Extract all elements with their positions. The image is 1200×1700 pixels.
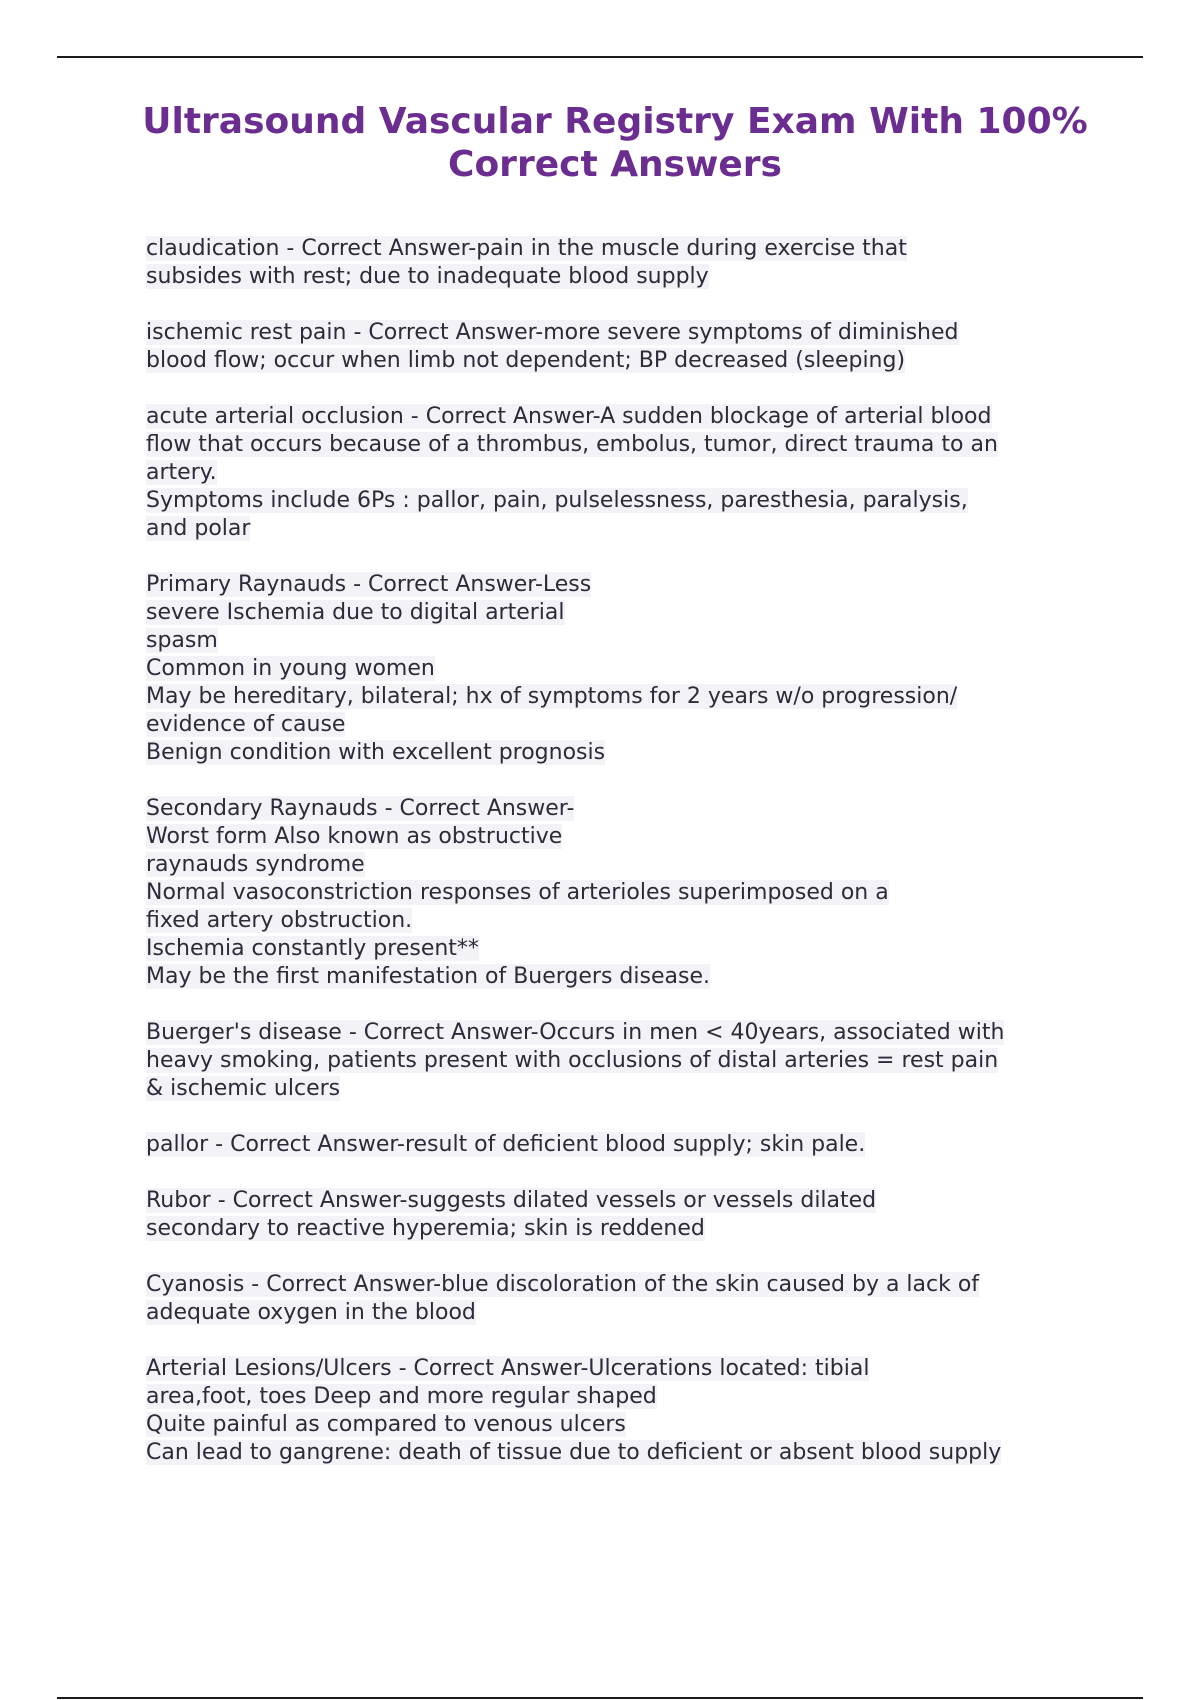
entry-line: Arterial Lesions/Ulcers - Correct Answer-Ulcerations located: tibial bbox=[146, 1356, 870, 1381]
document-title bbox=[120, 100, 1110, 186]
flashcard-entry-secondary-raynauds bbox=[146, 795, 1106, 991]
entry-line: subsides with rest; due to inadequate blood supply bbox=[146, 264, 709, 289]
entry-line: heavy smoking, patients present with occlusions of distal arteries = rest pain bbox=[146, 1048, 999, 1073]
entry-line: May be hereditary, bilateral; hx of symptoms for 2 years w/o progression/ bbox=[146, 684, 958, 709]
entry-line: raynauds syndrome bbox=[146, 852, 365, 877]
title-line: Ultrasound Vascular Registry Exam With 100% bbox=[142, 101, 1088, 142]
entry-line: fixed artery obstruction. bbox=[146, 908, 413, 933]
entry-line: Quite painful as compared to venous ulcers bbox=[146, 1412, 626, 1437]
entry-line: adequate oxygen in the blood bbox=[146, 1300, 476, 1325]
entry-line: Secondary Raynauds - Correct Answer- bbox=[146, 796, 575, 821]
entry-line: May be the first manifestation of Buergers disease. bbox=[146, 964, 710, 989]
flashcard-entry-cyanosis bbox=[146, 1271, 1106, 1327]
flashcard-entry-primary-raynauds bbox=[146, 571, 1106, 767]
title-line: Correct Answers bbox=[448, 144, 782, 185]
flashcard-entry-arterial-lesions-ulcers bbox=[146, 1355, 1106, 1467]
entry-line: Can lead to gangrene: death of tissue due to deficient or absent blood supply bbox=[146, 1440, 1002, 1465]
entry-line: secondary to reactive hyperemia; skin is reddened bbox=[146, 1216, 705, 1241]
entry-line: Worst form Also known as obstructive bbox=[146, 824, 563, 849]
flashcard-entry-rubor bbox=[146, 1187, 1106, 1243]
entry-line: spasm bbox=[146, 628, 218, 653]
flashcard-entry-pallor bbox=[146, 1131, 1106, 1159]
flashcard-entry-acute-arterial-occlusion bbox=[146, 403, 1106, 543]
entry-line: and polar bbox=[146, 516, 251, 541]
entry-line: Rubor - Correct Answer-suggests dilated vessels or vessels dilated bbox=[146, 1188, 877, 1213]
entry-line: Benign condition with excellent prognosis bbox=[146, 740, 606, 765]
entry-line: Cyanosis - Correct Answer-blue discoloration of the skin caused by a lack of bbox=[146, 1272, 980, 1297]
entry-line: evidence of cause bbox=[146, 712, 346, 737]
entry-line: ischemic rest pain - Correct Answer-more severe symptoms of diminished bbox=[146, 320, 959, 345]
flashcard-entry-buergers-disease bbox=[146, 1019, 1106, 1103]
entry-line: pallor - Correct Answer-result of deficient blood supply; skin pale. bbox=[146, 1132, 866, 1157]
flashcard-entry-ischemic-rest-pain bbox=[146, 319, 1106, 375]
entry-line: acute arterial occlusion - Correct Answer-A sudden blockage of arterial blood bbox=[146, 404, 992, 429]
bottom-rule bbox=[57, 1697, 1143, 1699]
entry-line: claudication - Correct Answer-pain in the muscle during exercise that bbox=[146, 236, 907, 261]
entry-line: Buerger's disease - Correct Answer-Occurs in men < 40years, associated with bbox=[146, 1020, 1005, 1045]
flashcard-entry-claudication bbox=[146, 235, 1106, 291]
entry-line: severe Ischemia due to digital arterial bbox=[146, 600, 565, 625]
top-rule bbox=[57, 56, 1143, 58]
entry-line: Normal vasoconstriction responses of arterioles superimposed on a bbox=[146, 880, 889, 905]
entry-line: & ischemic ulcers bbox=[146, 1076, 341, 1101]
entry-line: flow that occurs because of a thrombus, embolus, tumor, direct trauma to an bbox=[146, 432, 998, 457]
entry-line: Common in young women bbox=[146, 656, 435, 681]
entry-line: blood flow; occur when limb not dependent; BP decreased (sleeping) bbox=[146, 348, 906, 373]
entry-line: artery. bbox=[146, 460, 217, 485]
entry-line: Ischemia constantly present** bbox=[146, 936, 479, 961]
flashcard-list bbox=[146, 235, 1106, 1495]
entry-line: Primary Raynauds - Correct Answer-Less bbox=[146, 572, 592, 597]
entry-line: Symptoms include 6Ps : pallor, pain, pulselessness, paresthesia, paralysis, bbox=[146, 488, 968, 513]
entry-line: area,foot, toes Deep and more regular shaped bbox=[146, 1384, 657, 1409]
